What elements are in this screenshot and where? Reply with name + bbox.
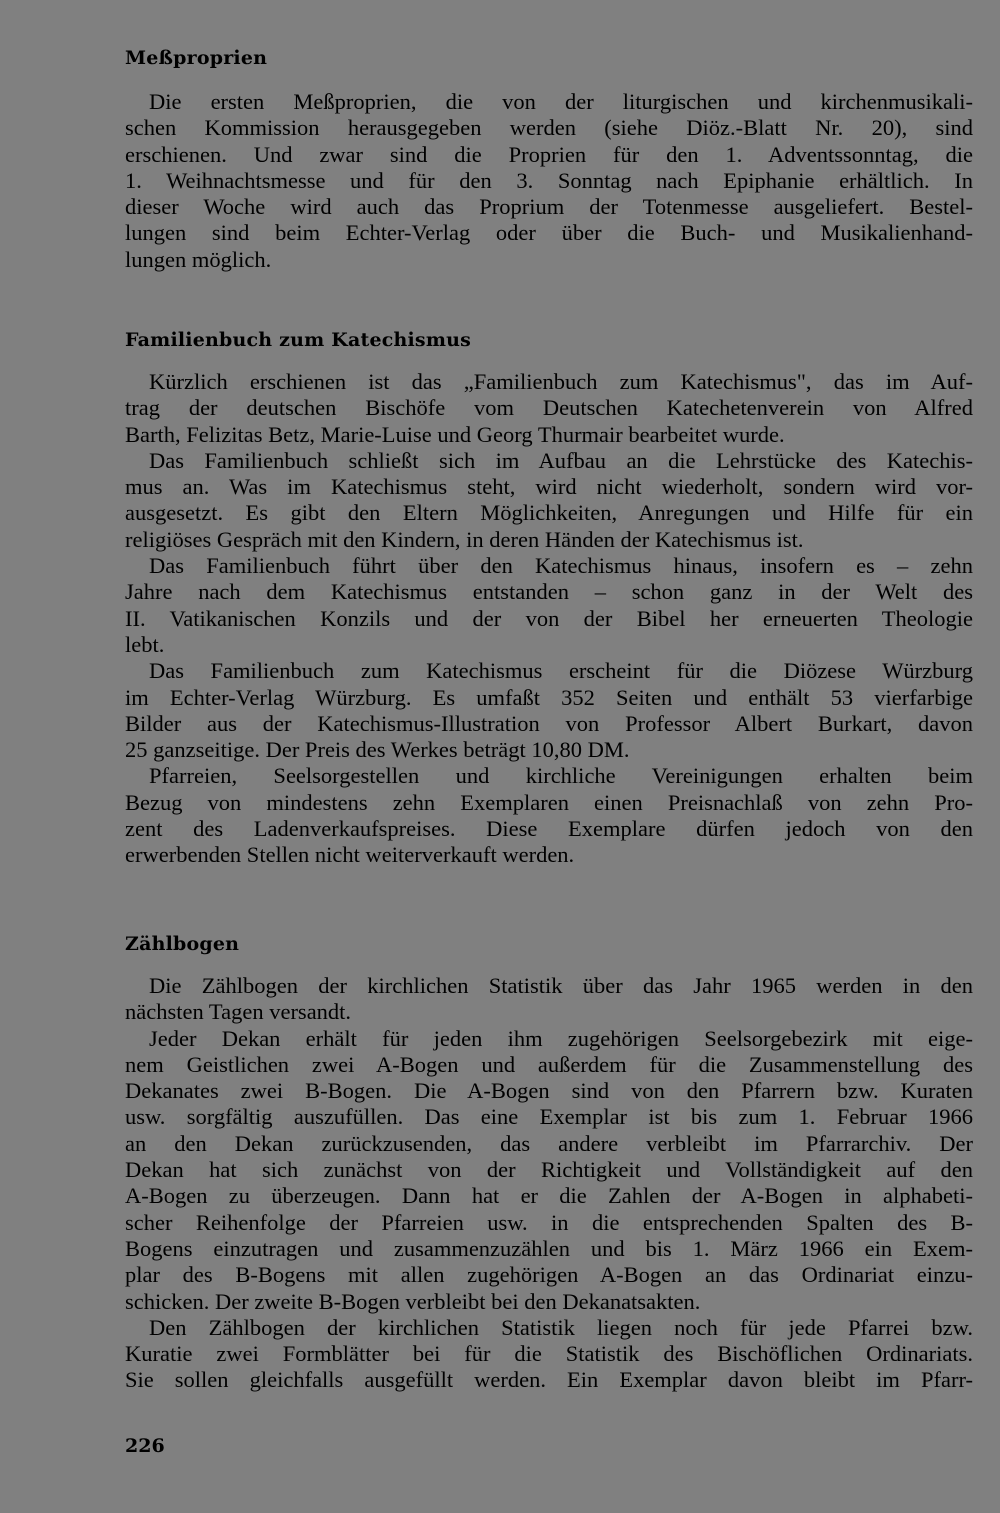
text-line: lebt. xyxy=(125,631,165,657)
text-line: Bezug von mindestens zehn Exemplaren einen Preisnachlaß von zehn Pro- xyxy=(125,789,973,815)
section-zaehlbogen xyxy=(125,933,973,1394)
text-line: Sie sollen gleichfalls ausgefüllt werden. Ein Exemplar davon bleibt im Pfarr- xyxy=(125,1367,973,1393)
text-line: trag der deutschen Bischöfe vom Deutschen Katechetenverein von Alfred xyxy=(125,395,973,421)
section-messproprien xyxy=(125,47,973,273)
paragraph xyxy=(125,763,973,868)
paragraph xyxy=(125,658,973,763)
text-line: Das Familienbuch schließt sich im Aufbau an die Lehrstücke des Katechis- xyxy=(149,447,973,473)
text-line: Bilder aus der Katechismus-Illustration von Professor Albert Burkart, davon xyxy=(125,710,973,736)
text-line: Jahre nach dem Katechismus entstanden – schon ganz in der Welt des xyxy=(125,579,973,605)
text-line: erschienen. Und zwar sind die Proprien für den 1. Adventssonntag, die xyxy=(125,141,973,167)
text-line: im Echter-Verlag Würzburg. Es umfaßt 352 Seiten und enthält 53 vierfarbige xyxy=(125,684,973,710)
paragraph xyxy=(125,369,973,448)
paragraph xyxy=(125,1026,973,1315)
text-line: Pfarreien, Seelsorgestellen und kirchliche Vereinigungen erhalten beim xyxy=(149,763,973,789)
text-line: nem Geistlichen zwei A-Bogen und außerdem für die Zusammenstellung des xyxy=(125,1051,973,1077)
text-line: Dekanates zwei B-Bogen. Die A-Bogen sind von den Pfarrern bzw. Kuraten xyxy=(125,1078,973,1104)
text-line: scher Reihenfolge der Pfarreien usw. in die entsprechenden Spalten des B- xyxy=(125,1209,973,1235)
paragraph xyxy=(125,448,973,553)
text-line: zent des Ladenverkaufspreises. Diese Exemplare dürfen jedoch von den xyxy=(125,816,973,842)
text-line: 1. Weihnachtsmesse und für den 3. Sonntag nach Epiphanie erhältlich. In xyxy=(125,167,973,193)
text-line: dieser Woche wird auch das Proprium der Totenmesse ausgeliefert. Bestel- xyxy=(125,194,973,220)
text-line: Kürzlich erschienen ist das „Familienbuch zum Katechismus", das im Auf- xyxy=(149,369,973,394)
text-line: schen Kommission herausgegeben werden (siehe Diöz.-Blatt Nr. 20), sind xyxy=(125,115,973,141)
text-line: A-Bogen zu überzeugen. Dann hat er die Zahlen der A-Bogen in alphabeti- xyxy=(125,1183,973,1209)
text-line: Die Zählbogen der kirchlichen Statistik über das Jahr 1965 werden in den xyxy=(149,973,973,998)
text-line: usw. sorgfältig auszufüllen. Das eine Exemplar ist bis zum 1. Februar 1966 xyxy=(125,1104,973,1130)
text-line: erwerbenden Stellen nicht weiterverkauft werden. xyxy=(125,842,575,868)
paragraph xyxy=(125,553,973,658)
text-line: Kuratie zwei Formblätter bei für die Statistik des Bischöflichen Ordinariats. xyxy=(125,1341,973,1367)
page-number: 226 xyxy=(125,1435,165,1457)
section-heading: Meßproprien xyxy=(125,47,268,69)
section-heading: Zählbogen xyxy=(125,933,240,955)
text-line: schicken. Der zweite B-Bogen verbleibt bei den Dekanatsakten. xyxy=(125,1288,701,1314)
text-line: Das Familienbuch zum Katechismus erscheint für die Diözese Würzburg xyxy=(149,658,973,684)
text-line: Jeder Dekan erhält für jeden ihm zugehörigen Seelsorgebezirk mit eige- xyxy=(149,1025,973,1051)
text-line: 25 ganzseitige. Der Preis des Werkes beträgt 10,80 DM. xyxy=(125,737,630,763)
text-line: lungen sind beim Echter-Verlag oder über die Buch- und Musikalienhand- xyxy=(125,220,973,246)
text-line: an den Dekan zurückzusenden, das andere verbleibt im Pfarrarchiv. Der xyxy=(125,1130,973,1156)
text-line: religiöses Gespräch mit den Kindern, in deren Händen der Katechismus ist. xyxy=(125,526,804,552)
text-line: II. Vatikanischen Konzils und der von der Bibel her erneuerten Theologie xyxy=(125,605,973,631)
text-line: plar des B-Bogens mit allen zugehörigen A-Bogen an das Ordinariat einzu- xyxy=(125,1262,973,1288)
text-line: Dekan hat sich zunächst von der Richtigkeit und Vollständigkeit auf den xyxy=(125,1157,973,1183)
text-line: Die ersten Meßproprien, die von der liturgischen und kirchenmusikali- xyxy=(149,89,973,114)
section-familienbuch xyxy=(125,329,973,869)
text-line: lungen möglich. xyxy=(125,246,272,272)
text-line: Den Zählbogen der kirchlichen Statistik liegen noch für jede Pfarrei bzw. xyxy=(149,1314,973,1340)
text-line: ausgesetzt. Es gibt den Eltern Möglichkeiten, Anregungen und Hilfe für ein xyxy=(125,500,973,526)
paragraph xyxy=(125,89,973,273)
paragraph xyxy=(125,1315,973,1394)
text-line: nächsten Tagen versandt. xyxy=(125,999,352,1025)
text-line: Barth, Felizitas Betz, Marie-Luise und Georg Thurmair bearbeitet wurde. xyxy=(125,421,785,447)
text-line: Bogens einzutragen und zusammenzuzählen und bis 1. März 1966 ein Exem- xyxy=(125,1235,973,1261)
text-line: Das Familienbuch führt über den Katechismus hinaus, insofern es – zehn xyxy=(149,553,973,579)
paragraph xyxy=(125,973,973,1026)
text-line: mus an. Was im Katechismus steht, wird nicht wiederholt, sondern wird vor- xyxy=(125,474,973,500)
section-heading: Familienbuch zum Katechismus xyxy=(125,329,472,351)
